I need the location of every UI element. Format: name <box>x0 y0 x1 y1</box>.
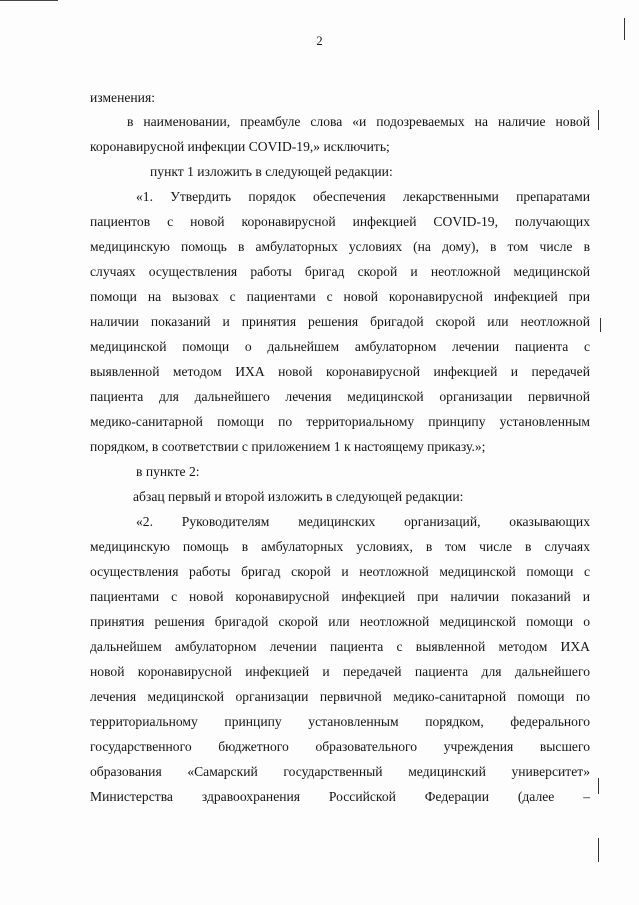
text-line: пациентами с новой коронавирусной инфекцией при наличии показаний и <box>90 589 590 604</box>
text-line: медицинскую помощь в амбулаторных условиях, в том числе в случаях <box>90 539 590 554</box>
text-line: Министерства здравоохранения Российской Федерации (далее – <box>90 789 590 804</box>
text-line: принятия решения бригадой скорой или неотложной медицинской помощи о <box>90 614 590 629</box>
text-line: в пункте 2: <box>136 464 200 479</box>
text-line: выявленной методом ИХА новой коронавирусной инфекцией и передачей <box>90 364 590 379</box>
text-line: изменения: <box>90 90 155 105</box>
text-line: лечения медицинской организации первичной медико-санитарной помощи по <box>90 689 590 704</box>
text-line: порядком, в соответствии с приложением 1 к настоящему приказу.»; <box>90 439 486 454</box>
text-line: осуществления работы бригад скорой и неотложной медицинской помощи с <box>90 564 590 579</box>
scan-edge-mark <box>598 778 599 794</box>
text-line: пациента для дальнейшего лечения медицинской организации первичной <box>90 389 590 404</box>
text-line: коронавирусной инфекции COVID-19,» исключить; <box>90 139 390 154</box>
text-line: «1. Утвердить порядок обеспечения лекарственными препаратами <box>136 189 590 204</box>
text-line: медицинской помощи о дальнейшем амбулаторном лечении пациента с <box>90 339 590 354</box>
scan-edge-mark <box>600 318 601 332</box>
scan-edge-mark <box>598 838 599 862</box>
page-number: 2 <box>316 34 323 48</box>
text-line: «2. Руководителям медицинских организаций, оказывающих <box>136 514 590 529</box>
text-line: медико-санитарной помощи по территориальному принципу установленным <box>90 414 590 429</box>
scan-edge-mark <box>598 110 599 130</box>
text-line: государственного бюджетного образовательного учреждения высшего <box>90 739 590 754</box>
text-line: абзац первый и второй изложить в следующей редакции: <box>133 489 464 504</box>
text-line: помощи на вызовах с пациентами с новой коронавирусной инфекцией при <box>90 289 590 304</box>
text-line: наличии показаний и принятия решения бригадой скорой или неотложной <box>90 314 590 329</box>
text-line: дальнейшем амбулаторном лечении пациента с выявленной методом ИХА <box>90 639 590 654</box>
text-line: новой коронавирусной инфекцией и передачей пациента для дальнейшего <box>90 664 590 679</box>
text-line: образования «Самарский государственный медицинский университет» <box>90 764 590 779</box>
text-line: случаях осуществления работы бригад скорой и неотложной медицинской <box>90 264 590 279</box>
text-line: в наименовании, преамбуле слова «и подозреваемых на наличие новой <box>127 114 590 129</box>
scan-edge-line <box>0 0 58 1</box>
text-line: пациентов с новой коронавирусной инфекцией COVID-19, получающих <box>90 214 590 229</box>
text-line: территориальному принципу установленным порядком, федерального <box>90 714 590 729</box>
text-line: пункт 1 изложить в следующей редакции: <box>150 164 393 179</box>
text-line: медицинскую помощь в амбулаторных условиях (на дому), в том числе в <box>90 239 590 254</box>
